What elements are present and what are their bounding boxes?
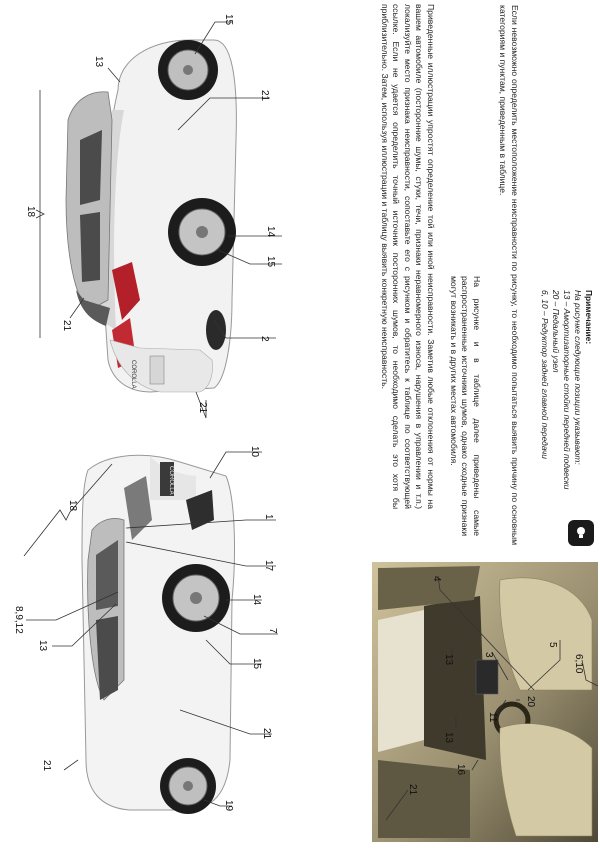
paragraph-locate-fault: Если невозможно определить местоположение неисправности по рисунку, то необходимо попытаться выявить причину по основным категориям и пунктам, приведенным в таблице. <box>498 5 520 545</box>
callout-5-interior: 5 <box>547 642 558 648</box>
callout-17-front: 17 <box>263 560 274 572</box>
callout-11-interior: 11 <box>487 712 498 723</box>
callout-18-front: 18 <box>67 500 78 512</box>
rear-car-badge: COROLLA <box>130 360 136 389</box>
callout-21-rear-bumper: 21 <box>197 402 208 414</box>
paragraph-noise-sources: На рисунке и в таблице далее приведены самые распространенные источники шумов, однако сходные признаки могут возникать и в других местах автомобиля. <box>448 276 482 536</box>
note-item: 20 – Педальный узел <box>551 290 561 373</box>
rear-car-body <box>66 40 236 392</box>
note-item: 6, 10 – Редуктор задней главной передачи <box>540 290 550 459</box>
callout-18-rear: 18 <box>25 206 36 218</box>
callout-2-rear: 2 <box>259 336 270 342</box>
lightbulb-icon <box>568 520 594 546</box>
note-item: 13 – Амортизаторные стойки передней подвески <box>562 290 572 490</box>
callout-21-rear-roof: 21 <box>259 90 270 102</box>
note-intro: На рисунке следующие позиции указывают: <box>573 290 583 465</box>
callout-3-interior: 3 <box>483 652 494 658</box>
callout-21-interior: 21 <box>407 784 418 796</box>
callout-15-rear: 15 <box>265 256 276 268</box>
callout-20-interior: 20 <box>525 696 536 708</box>
note-block <box>539 290 594 540</box>
callout-6-10-interior: 6,10 <box>573 654 584 674</box>
callout-14-front: 14 <box>251 594 262 606</box>
callout-19-front: 19 <box>223 800 234 812</box>
callout-13-interior-left: 13 <box>443 732 454 744</box>
callout-13-front: 13 <box>37 640 48 652</box>
callout-8-9-12-front: 8,9,12 <box>13 606 24 634</box>
callout-1-front: 1 <box>263 514 274 520</box>
paragraph-intro: Приведенные иллюстрации упростят определение той или иной неисправности. Заметив любые отклонения от нормы на вашем автомобиле (посторонние шумы, стуки, течи, признаки неравномерного износа, нарушения в управлении и т.п.) локализуйте место признака неисправности, сопоставьте его с рисунком и обратитесь к таблице по соответствующей ссылке. Если не удается определить точный источник посторонних шумов, то необходимо сделать это хотя бы приблизительно. Затем, используя иллюстрации и таблицу выявить конкретную неисправность. <box>379 4 436 509</box>
callout-10-front: 10 <box>249 446 260 458</box>
callout-13-interior-right: 13 <box>443 654 454 666</box>
callout-4-interior: 4 <box>431 576 442 582</box>
callout-21-front-roof: 21 <box>41 760 52 772</box>
callout-21-rear-glass: 21 <box>61 320 72 332</box>
callout-14-rear: 14 <box>265 226 276 238</box>
callout-7-front: 7 <box>267 628 278 634</box>
note-title: Примечание: <box>584 290 594 345</box>
callout-13-rear: 13 <box>93 56 104 68</box>
callout-16-interior: 16 <box>455 764 466 776</box>
interior-photo <box>372 562 598 842</box>
callout-15-rear-top: 15 <box>223 14 234 26</box>
front-car-body <box>82 455 234 814</box>
callout-15-front: 15 <box>251 658 262 670</box>
front-car-badge: COROLLA <box>168 466 174 495</box>
callout-21-front-door: 21 <box>261 728 272 740</box>
